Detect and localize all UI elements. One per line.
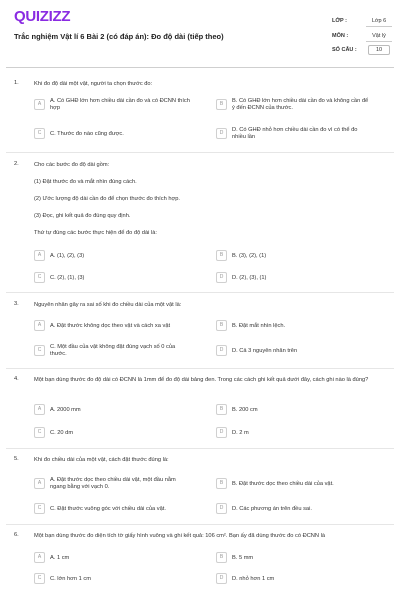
question-number: 5. [14, 456, 19, 462]
option-letter-badge: A [34, 320, 45, 331]
meta-grade-value: Lớp 6 [371, 18, 387, 24]
option-text: D. Cả 3 nguyên nhân trên [232, 347, 298, 354]
option-letter-badge: D [216, 427, 227, 438]
option-letter-badge: D [216, 272, 227, 283]
option-text: B. 5 mm [232, 554, 254, 561]
option-text: B. Có GHĐ lớn hơn chiều dài cần đo và không cần để ý đến ĐCNN của thước. [232, 98, 369, 111]
quizizz-logo: QUIZIZZ [14, 8, 71, 25]
option-text: C. Thước đo nào cũng được. [50, 130, 124, 137]
option-text: C. Một đầu của vật không đặt đúng vạch số 0 của thước. [50, 344, 176, 357]
page-title: Trắc nghiệm Vật lí 6 Bài 2 (có đáp án): Đo độ dài (tiếp theo) [14, 32, 224, 41]
option-letter-badge: C [34, 503, 45, 514]
header-divider [6, 67, 394, 68]
question-divider [6, 152, 394, 153]
meta-grade-label: LỚP : [332, 18, 347, 24]
option-letter-badge: A [34, 552, 45, 563]
option-text: D. nhỏ hơn 1 cm [232, 575, 275, 582]
option-letter-badge: C [34, 573, 45, 584]
option-text: C. Đặt thước vuông góc với chiều dài của vật. [50, 505, 166, 512]
question-stem: Một bạn dùng thước đo diện tích tờ giấy hình vuông và ghi kết quả: 106 cm². Bạn ấy đã dùng thước đo có ĐCNN là [34, 533, 326, 539]
option-letter-badge: C [34, 345, 45, 356]
option-text: D. Có GHĐ nhỏ hơn chiều dài cần đo vì có thể đo nhiều lần [232, 127, 358, 140]
option-letter-badge: B [216, 404, 227, 415]
question-stem: Một bạn dùng thước đo độ dài có ĐCNN là 1mm để đo độ dài bảng đen. Trong các cách ghi kết quả dưới đây, cách ghi nào là đúng? [34, 377, 369, 383]
meta-subject-label: MÔN : [332, 33, 349, 39]
option-text: A. (1), (2), (3) [50, 252, 85, 259]
worksheet-header [0, 0, 400, 64]
option-text: C. (2), (1), (3) [50, 274, 85, 281]
option-text: A. 1 cm [50, 554, 70, 561]
question-divider [6, 292, 394, 293]
option-letter-badge: B [216, 478, 227, 489]
question-number: 6. [14, 532, 19, 538]
option-letter-badge: D [216, 128, 227, 139]
question-number: 3. [14, 301, 19, 307]
option-text: B. 200 cm [232, 406, 258, 413]
question-divider [6, 524, 394, 525]
option-text: A. 2000 mm [50, 406, 81, 413]
option-letter-badge: B [216, 552, 227, 563]
question-line-text: (3) Đọc, ghi kết quả đo đúng quy định. [34, 213, 131, 219]
question-number: 2. [14, 161, 19, 167]
option-text: D. (2), (3), (1) [232, 274, 267, 281]
question-number: 1. [14, 80, 19, 86]
question-number: 4. [14, 376, 19, 382]
option-text: C. lớn hơn 1 cm [50, 575, 91, 582]
option-letter-badge: D [216, 573, 227, 584]
option-text: A. Đặt thước không dọc theo vật và cách xa vật [50, 322, 171, 329]
meta-count-label: SỐ CÂU : [332, 47, 357, 53]
question-line-text: Thứ tự đúng các bước thực hiện để đo độ dài là: [34, 230, 157, 236]
option-letter-badge: A [34, 99, 45, 110]
option-text: B. Đặt thước dọc theo chiều dài của vật. [232, 480, 334, 487]
option-letter-badge: B [216, 99, 227, 110]
meta-subject-value: Vật lý [372, 33, 386, 39]
option-text: A. Có GHĐ lớn hơn chiều dài cần đo và có ĐCNN thích hợp [50, 98, 190, 111]
option-letter-badge: B [216, 320, 227, 331]
option-letter-badge: D [216, 503, 227, 514]
option-letter-badge: B [216, 250, 227, 261]
option-text: B. Đặt mắt nhìn lệch. [232, 322, 286, 329]
question-stem: Cho các bước đo độ dài gồm: [34, 162, 110, 168]
meta-count-value: 10 [368, 45, 390, 55]
question-stem: Khi đo độ dài một vật, người ta chọn thước đo: [34, 81, 153, 87]
option-text: C. 20 dm [50, 429, 74, 436]
meta-underline [366, 26, 392, 27]
option-letter-badge: D [216, 345, 227, 356]
option-text: D. 2 m [232, 429, 249, 436]
option-text: D. Các phương án trên đều sai. [232, 505, 312, 512]
option-letter-badge: A [34, 478, 45, 489]
option-text: B. (3), (2), (1) [232, 252, 267, 259]
meta-underline [366, 41, 392, 42]
option-letter-badge: C [34, 272, 45, 283]
option-letter-badge: C [34, 128, 45, 139]
question-stem: Khi đo chiều dài của một vật, cách đặt thước đúng là: [34, 457, 169, 463]
question-divider [6, 368, 394, 369]
option-letter-badge: A [34, 404, 45, 415]
question-line-text: (2) Ước lượng độ dài cần đo để chọn thước đo thích hợp. [34, 196, 180, 202]
question-divider [6, 448, 394, 449]
option-letter-badge: C [34, 427, 45, 438]
option-text: A. Đặt thước dọc theo chiều dài vật, một đầu nằm ngang bằng với vạch 0. [50, 477, 176, 490]
option-letter-badge: A [34, 250, 45, 261]
question-line-text: (1) Đặt thước đo và mắt nhìn đúng cách. [34, 179, 137, 185]
question-stem: Nguyên nhân gây ra sai số khi đo chiều dài của một vật là: [34, 302, 182, 308]
